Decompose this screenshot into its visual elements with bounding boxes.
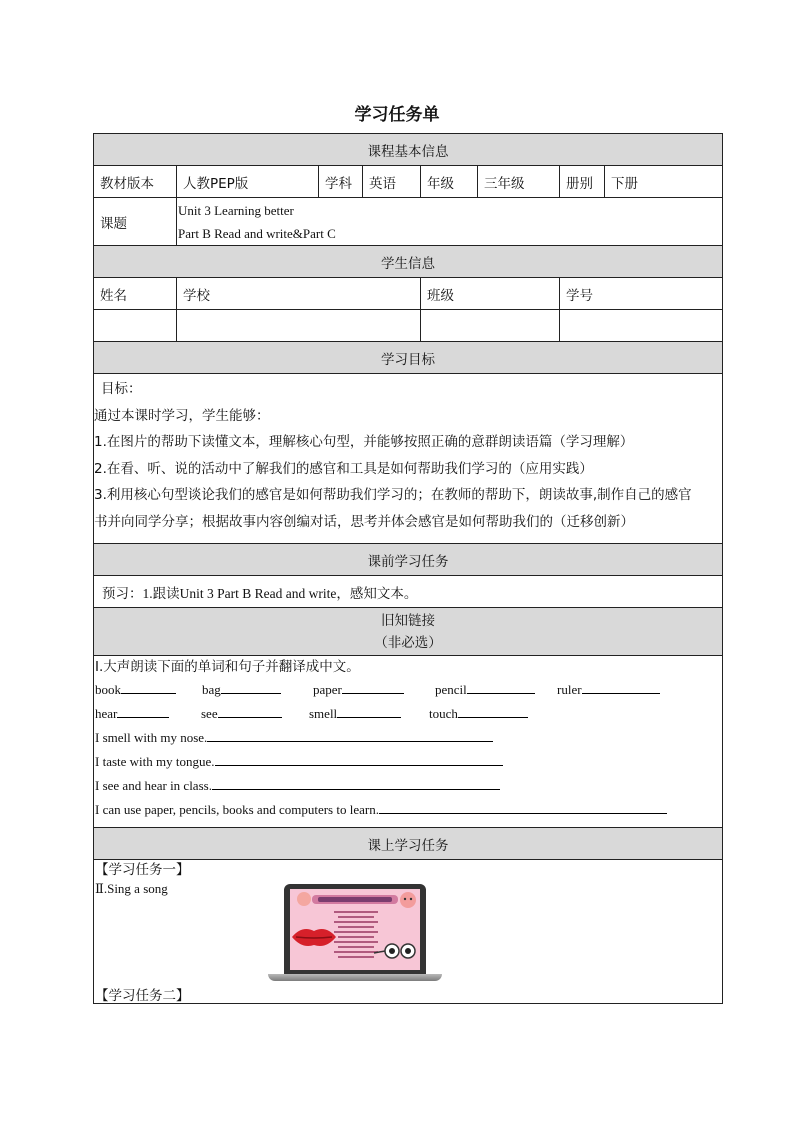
word-paper: paper	[313, 682, 342, 697]
review-subheader: （非必选）	[374, 634, 442, 651]
objectives-content	[94, 374, 723, 544]
objectives-line: 书并向同学分享；根据故事内容创编对话，思考并体会感官是如何帮助我们的（迁移创新）	[94, 513, 634, 530]
word-bag: bag	[202, 682, 221, 697]
subject-label: 学科	[319, 166, 363, 198]
sentence-row	[95, 798, 722, 822]
objectives-header: 学习目标	[94, 342, 723, 374]
textbook-version-label: 教材版本	[94, 166, 177, 198]
student-info-header: 学生信息	[94, 246, 723, 278]
task-one-title: 【学习任务一】	[95, 862, 190, 878]
class-field[interactable]	[421, 310, 560, 342]
blank-line[interactable]	[342, 681, 404, 694]
grade-value: 三年级	[478, 166, 560, 198]
objectives-line: 2.在看、听、说的活动中了解我们的感官和工具是如何帮助我们学习的（应用实践）	[94, 460, 593, 477]
blank-line[interactable]	[207, 729, 493, 742]
word-see: see	[201, 706, 218, 721]
task-one-subtitle: Ⅱ.Sing a song	[95, 881, 168, 896]
objectives-line: 通过本课时学习，学生能够：	[94, 407, 270, 424]
name-field[interactable]	[94, 310, 177, 342]
task-two-title: 【学习任务二】	[95, 988, 190, 1004]
sentence-row	[95, 774, 722, 798]
textbook-version-value: 人教PEP版	[177, 166, 319, 198]
sentence-text: I can use paper, pencils, books and computers to learn.	[95, 802, 379, 817]
blank-line[interactable]	[215, 753, 503, 766]
word-hear: hear	[95, 706, 118, 721]
objectives-line: 目标：	[101, 381, 142, 397]
sentence-text: I taste with my tongue.	[95, 754, 215, 769]
sentence-text: I smell with my nose.	[95, 730, 208, 745]
subject-value: 英语	[363, 166, 421, 198]
blank-line[interactable]	[337, 705, 401, 718]
blank-line[interactable]	[582, 681, 660, 694]
volume-label: 册别	[560, 166, 605, 198]
student-id-label: 学号	[560, 278, 723, 310]
song-laptop-image	[268, 884, 442, 981]
words-row-2	[95, 702, 722, 726]
page-title: 学习任务单	[354, 105, 440, 125]
objectives-line: 1.在图片的帮助下读懂文本，理解核心句型，并能够按照正确的意群朗读语篇（学习理解）	[94, 434, 634, 450]
topic-label: 课题	[94, 198, 177, 246]
song-slide	[290, 889, 420, 970]
sentence-row	[95, 750, 722, 774]
review-instruction: I.大声朗读下面的单词和句子并翻译成中文。	[95, 659, 360, 675]
word-pencil: pencil	[435, 682, 467, 697]
word-smell: smell	[309, 706, 338, 721]
class-label: 班级	[421, 278, 560, 310]
words-row-1	[95, 678, 722, 702]
word-book: book	[95, 682, 121, 697]
song-slide-illustration	[290, 889, 420, 970]
laptop-base	[268, 974, 442, 981]
objectives-line: 3.利用核心句型谈论我们的感官是如何帮助我们学习的；在教师的帮助下，朗读故事,制作自己的感官	[94, 487, 692, 503]
preview-header: 课前学习任务	[94, 544, 723, 576]
topic-line-part: Part B Read and write&Part C	[178, 225, 336, 241]
blank-line[interactable]	[117, 705, 169, 718]
school-field[interactable]	[177, 310, 421, 342]
blank-line[interactable]	[121, 681, 176, 694]
blank-line[interactable]	[379, 801, 667, 814]
review-content	[94, 656, 723, 828]
laptop-screen	[284, 884, 426, 974]
name-label: 姓名	[94, 278, 177, 310]
student-id-field[interactable]	[560, 310, 723, 342]
word-touch: touch	[429, 706, 458, 721]
sentence-row	[95, 726, 722, 750]
blank-line[interactable]	[467, 681, 535, 694]
school-label: 学校	[177, 278, 421, 310]
blank-line[interactable]	[458, 705, 528, 718]
grade-label: 年级	[421, 166, 478, 198]
sentence-text: I see and hear in class.	[95, 778, 212, 793]
preview-text: 预习：1.跟读Unit 3 Part B Read and write，感知文本。	[94, 576, 723, 608]
course-info-header: 课程基本信息	[94, 134, 723, 166]
blank-line[interactable]	[212, 777, 500, 790]
blank-line[interactable]	[221, 681, 281, 694]
in-class-header: 课上学习任务	[94, 828, 723, 860]
blank-line[interactable]	[218, 705, 282, 718]
word-ruler: ruler	[557, 682, 582, 697]
topic-line-unit: Unit 3 Learning better	[178, 202, 294, 218]
volume-value: 下册	[605, 166, 723, 198]
review-header: 旧知链接	[381, 612, 435, 629]
task-sheet-table	[93, 133, 723, 1004]
